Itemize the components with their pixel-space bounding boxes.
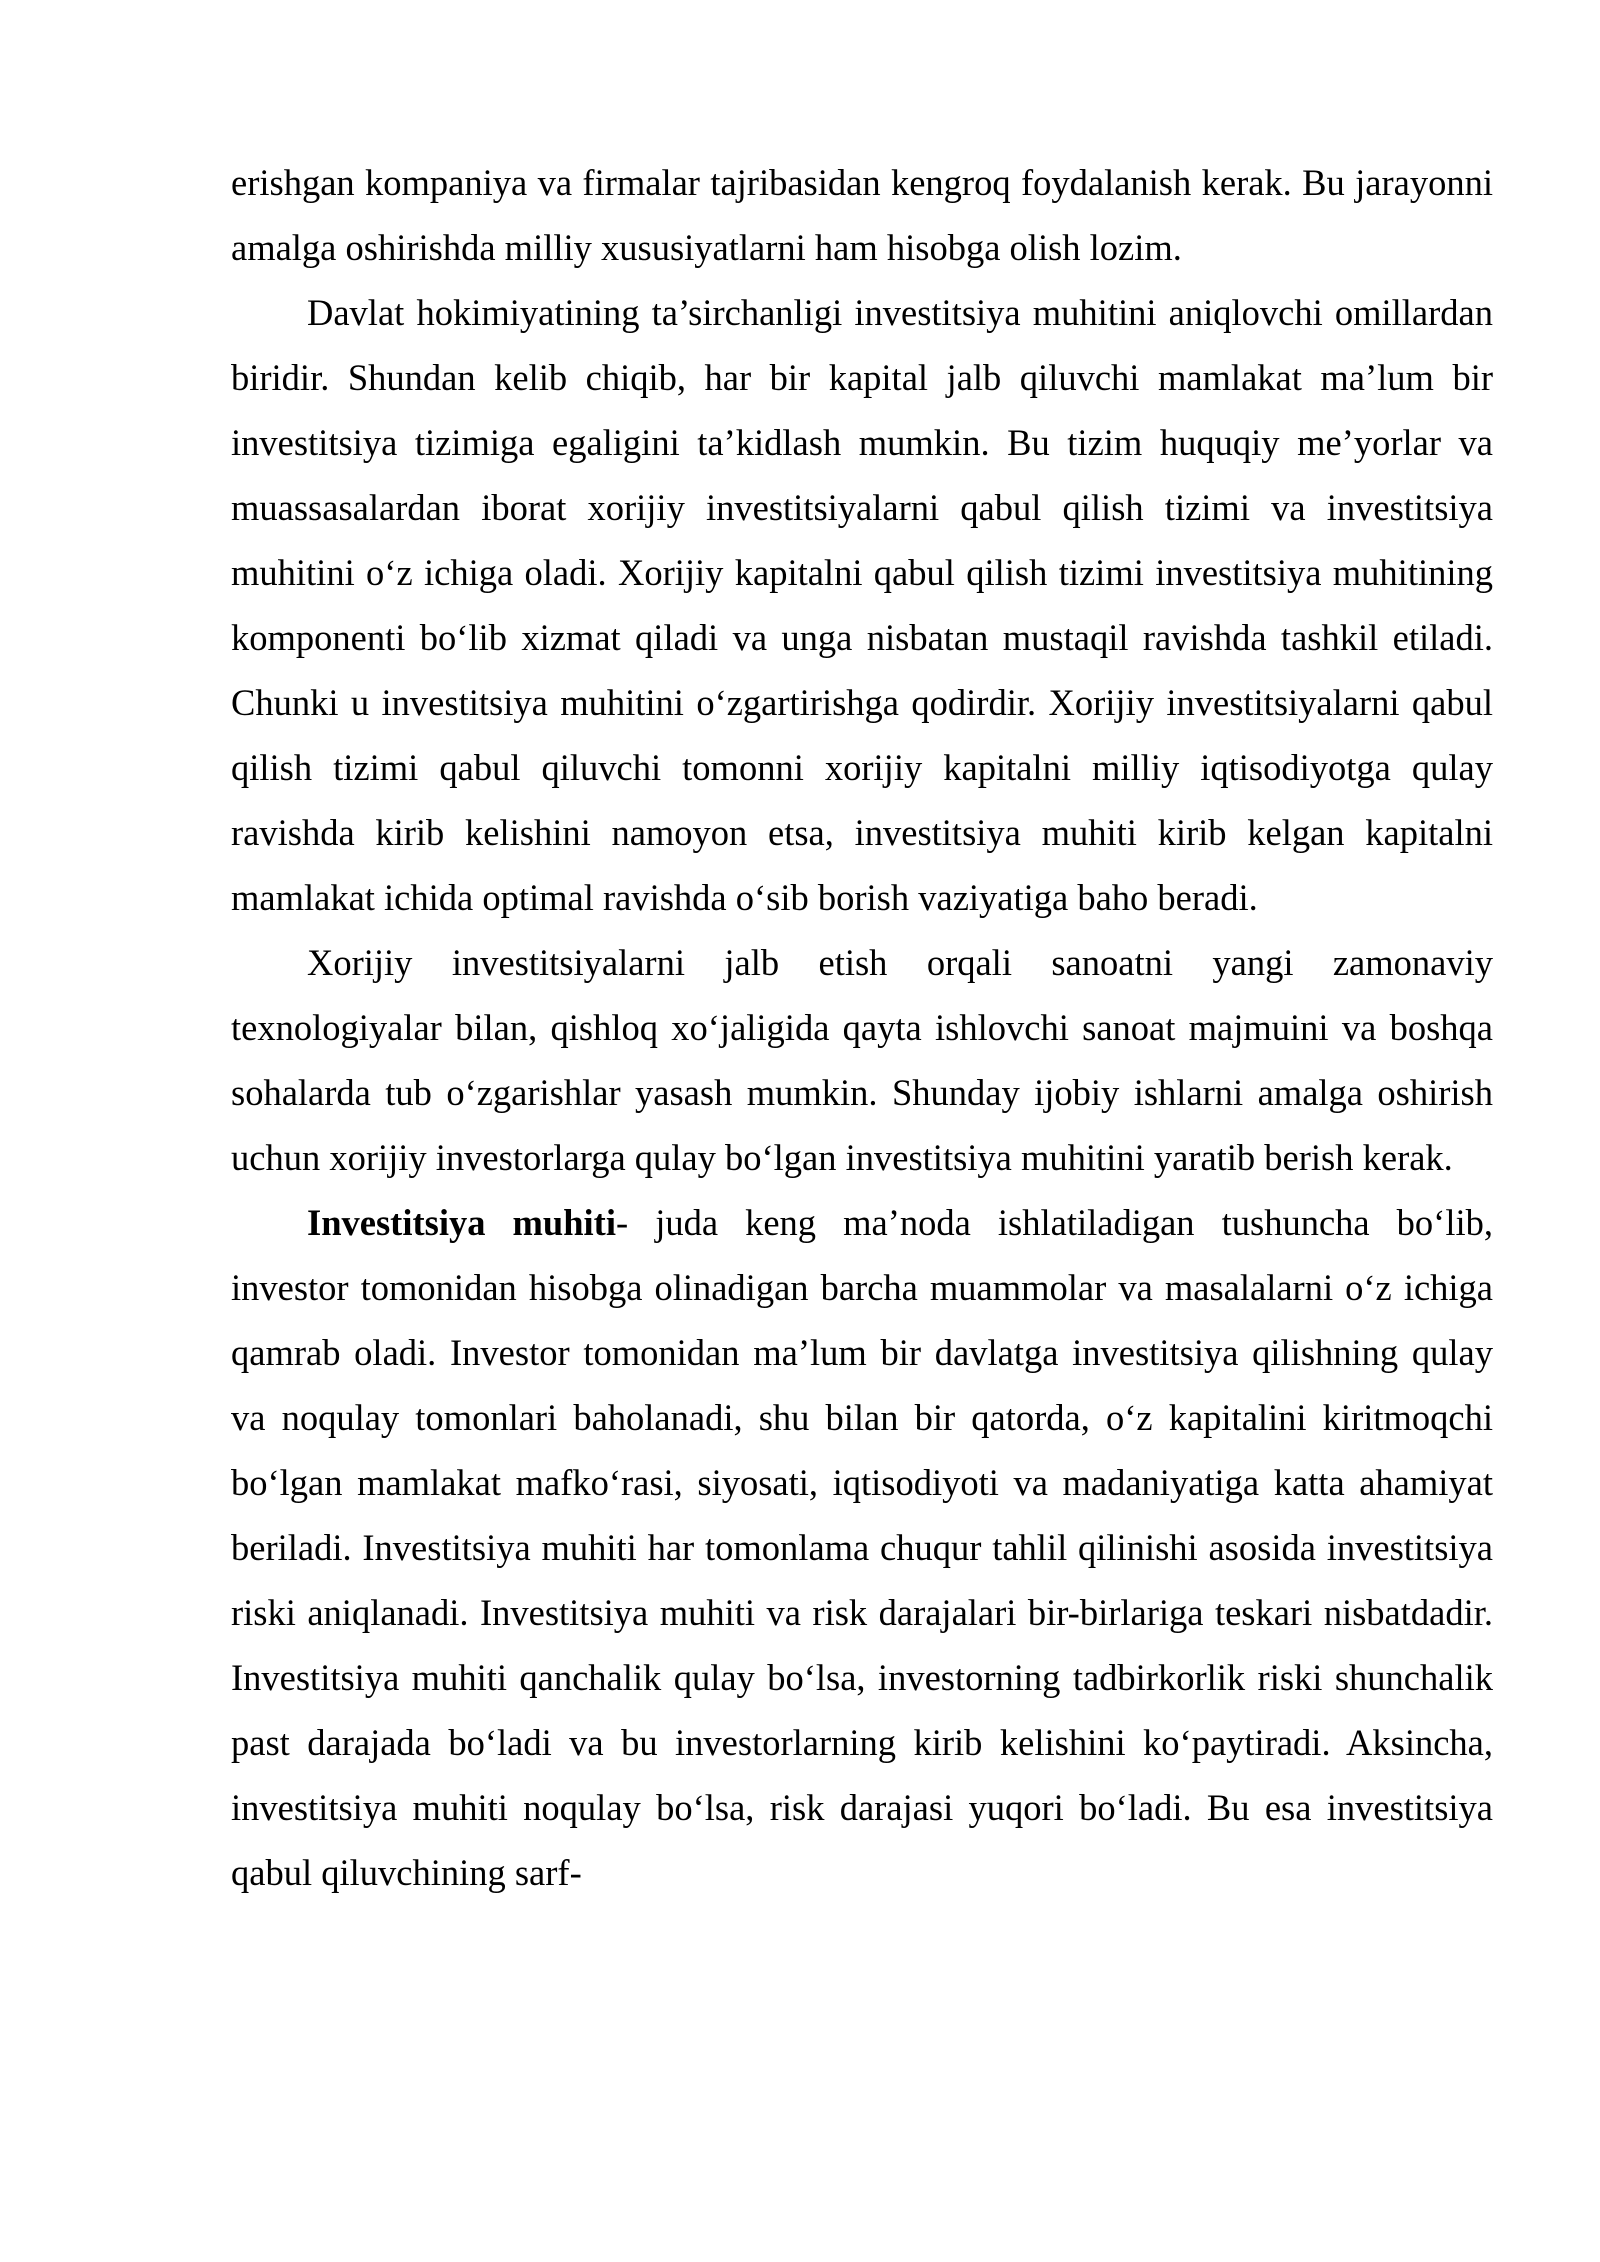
paragraph-3-text: Xorijiy investitsiyalarni jalb etish orqali sanoatni yangi zamonaviy texnologiyalar bilan, qishloq xo‘jaligida qayta ishlovchi sanoat majmuini va boshqa sohalarda tub o‘zgarishlar yasash mumkin. Shunday ijobiy ishlarni amalga oshirish uchun xorijiy investorlarga qulay bo‘lgan investitsiya muhitini yaratib berish kerak. — [231, 942, 1493, 1178]
paragraph-3 — [231, 930, 1493, 1190]
paragraph-1-text: erishgan kompaniya va firmalar tajribasidan kengroq foydalanish kerak. Bu jarayonni amalga oshirishda milliy xususiyatlarni ham hisobga olish lozim. — [231, 162, 1493, 268]
bold-term: Investitsiya muhiti — [307, 1202, 616, 1243]
paragraph-4 — [231, 1190, 1493, 1905]
paragraph-2 — [231, 280, 1493, 930]
paragraph-1 — [231, 150, 1493, 280]
document-page — [231, 150, 1493, 1905]
paragraph-2-text: Davlat hokimiyatining ta’sirchanligi investitsiya muhitini aniqlovchi omillardan biridir. Shundan kelib chiqib, har bir kapital jalb qiluvchi mamlakat ma’lum bir investitsiya tizimiga egaligini ta’kidlash mumkin. Bu tizim huquqiy me’yorlar va muassasalardan iborat xorijiy investitsiyalarni qabul qilish tizimi va investitsiya muhitini o‘z ichiga oladi. Xorijiy kapitalni qabul qilish tizimi investitsiya muhitining komponenti bo‘lib xizmat qiladi va unga nisbatan mustaqil ravishda tashkil etiladi. Chunki u investitsiya muhitini o‘zgartirishga qodirdir. Xorijiy investitsiyalarni qabul qilish tizimi qabul qiluvchi tomonni xorijiy kapitalni milliy iqtisodiyotga qulay ravishda kirib kelishini namoyon etsa, investitsiya muhiti kirib kelgan kapitalni mamlakat ichida optimal ravishda o‘sib borish vaziyatiga baho beradi. — [231, 292, 1493, 918]
paragraph-4-text: - juda keng ma’noda ishlatiladigan tushuncha bo‘lib, investor tomonidan hisobga olinadigan barcha muammolar va masalalarni o‘z ichiga qamrab oladi. Investor tomonidan ma’lum bir davlatga investitsiya qilishning qulay va noqulay tomonlari baholanadi, shu bilan bir qatorda, o‘z kapitalini kiritmoqchi bo‘lgan mamlakat mafko‘rasi, siyosati, iqtisodiyoti va madaniyatiga katta ahamiyat beriladi. Investitsiya muhiti har tomonlama chuqur tahlil qilinishi asosida investitsiya riski aniqlanadi. Investitsiya muhiti va risk darajalari bir-birlariga teskari nisbatdadir. Investitsiya muhiti qanchalik qulay bo‘lsa, investorning tadbirkorlik riski shunchalik past darajada bo‘ladi va bu investorlarning kirib kelishini ko‘paytiradi. Aksincha, investitsiya muhiti noqulay bo‘lsa, risk darajasi yuqori bo‘ladi. Bu esa investitsiya qabul qiluvchining sarf- — [231, 1202, 1493, 1893]
